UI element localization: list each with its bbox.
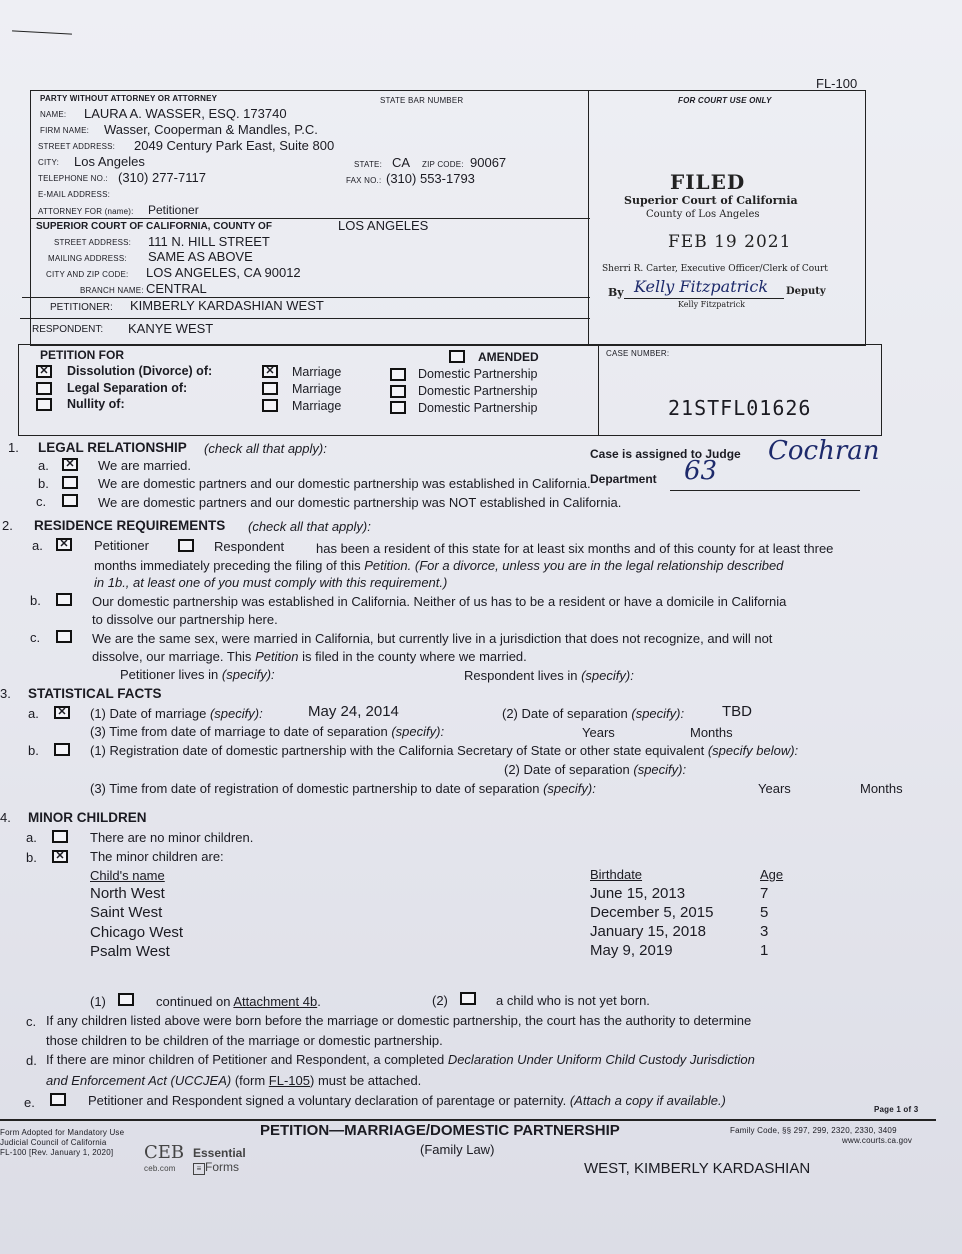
ceb-logo: CEB [144, 1142, 185, 1163]
firm-label: FIRM NAME: [40, 126, 90, 135]
s1-note: (check all that apply): [204, 441, 327, 456]
department-label: Department [590, 472, 657, 486]
s2-b-checkbox[interactable] [56, 593, 72, 606]
s1-c-letter: c. [36, 494, 47, 509]
attorney-name: LAURA A. WASSER, ESQ. 173740 [84, 106, 287, 121]
s2-pet-lives-label: Petitioner lives in [120, 667, 219, 682]
respondent-name: KANYE WEST [128, 321, 214, 336]
dissolution-marriage-checkbox[interactable] [262, 365, 278, 378]
s4-e-it: (Attach a copy if available.) [569, 1093, 726, 1108]
s4-a-letter: a. [26, 830, 37, 845]
s2-a-respondent: Respondent [214, 539, 285, 554]
city-label: CITY: [38, 158, 60, 167]
s3-b2 [504, 762, 686, 777]
firm-zip: 90067 [470, 155, 507, 170]
dissolution-marriage-label: Marriage [292, 365, 342, 379]
form-id: FL-100 [816, 76, 858, 91]
family-code: Family Code, §§ 297, 299, 2320, 2330, 3409 [730, 1126, 897, 1135]
s2-a-line2 [94, 558, 783, 573]
s2-a-petitioner: Petitioner [94, 538, 149, 553]
petition-divider [598, 344, 599, 436]
separation-dp-label: Domestic Partnership [418, 384, 538, 398]
department-number: 63 [684, 456, 718, 486]
s2-a-respondent-checkbox[interactable] [178, 539, 194, 552]
s4-d-line1 [46, 1052, 755, 1067]
s4-b1-num: (1) [90, 994, 106, 1009]
child-birthdate: June 15, 2013 [590, 885, 686, 902]
judge-name: Cochran [768, 436, 880, 466]
s1-b-checkbox[interactable] [62, 476, 78, 489]
s1-a-checkbox[interactable] [62, 458, 78, 471]
court-street: 111 N. HILL STREET [148, 234, 270, 249]
s4-d-line2-it: and Enforcement Act (UCCJEA) [46, 1073, 232, 1088]
s3-a3-months: Months [690, 725, 733, 740]
s3-a3 [90, 724, 444, 739]
s3-b-letter: b. [28, 743, 39, 758]
children-col-age: Age [760, 867, 784, 882]
court-mailing: SAME AS ABOVE [148, 249, 253, 264]
s3-a2-label: (2) Date of separation [502, 706, 628, 721]
stray-mark [12, 30, 72, 34]
separation-dp-checkbox[interactable] [390, 385, 406, 398]
s3-b2-specify: (specify): [633, 762, 687, 777]
petitioner-label: PETITIONER: [50, 302, 113, 313]
firm-fax: (310) 553-1793 [386, 171, 475, 186]
s2-a-petitioner-checkbox[interactable] [56, 538, 72, 551]
s4-b1-pre: continued on [156, 994, 231, 1009]
s4-a-checkbox[interactable] [52, 830, 68, 843]
child-age: 7 [760, 885, 769, 902]
s2-a-text: has been a resident of this state for at least six months and of this county for at least three [316, 541, 834, 556]
s3-a-checkbox[interactable] [54, 706, 70, 719]
attorney-for-label: ATTORNEY FOR (name): [38, 207, 134, 216]
s3-a2-specify: (specify): [631, 706, 685, 721]
footer-rule [0, 1119, 936, 1121]
essential-forms-sub [193, 1160, 239, 1175]
nullity-label: Nullity of: [67, 397, 125, 411]
filed-deputy: Deputy [786, 286, 826, 297]
filed-deputy-name: Kelly Fitzpatrick [678, 300, 746, 309]
firm-city: Los Angeles [74, 154, 145, 169]
s4-d-line2-post: ) must be attached. [310, 1073, 422, 1088]
filed-county: County of Los Angeles [646, 209, 760, 220]
s4-c-line2: those children to be children of the marriage or domestic partnership. [46, 1033, 443, 1048]
forms-icon: ≡ [193, 1163, 205, 1175]
s2-b-letter: b. [30, 593, 41, 608]
firm-state: CA [392, 155, 411, 170]
firm-name: Wasser, Cooperman & Mandles, P.C. [104, 122, 318, 137]
nullity-marriage-checkbox[interactable] [262, 399, 278, 412]
case-number-label: CASE NUMBER: [606, 349, 670, 358]
s2-note: (check all that apply): [248, 519, 371, 534]
judge-label: Case is assigned to Judge [590, 447, 741, 461]
s2-a-line3: in 1b., at least one of you must comply with this requirement.) [94, 575, 448, 590]
s2-a-line2-post: (For a divorce, unless you are in the legal relationship described [414, 558, 784, 573]
nullity-dp-checkbox[interactable] [390, 401, 406, 414]
s4-number: 4. [0, 810, 11, 825]
s3-a1 [90, 706, 263, 721]
s3-b3-years: Years [758, 781, 791, 796]
child-name: Saint West [90, 904, 163, 921]
s3-b3-specify: (specify): [543, 781, 596, 796]
separation-checkbox[interactable] [36, 382, 52, 395]
dissolution-label: Dissolution (Divorce) of: [67, 364, 213, 378]
s4-title: MINOR CHILDREN [28, 810, 147, 825]
s2-c-line2-petition: Petition [255, 649, 299, 664]
child-name: Psalm West [90, 943, 170, 960]
courts-site: www.courts.ca.gov [842, 1136, 913, 1145]
s4-b2-num: (2) [432, 993, 448, 1008]
s2-title: RESIDENCE REQUIREMENTS [34, 518, 226, 533]
respondent-label: RESPONDENT: [32, 324, 104, 335]
amended-checkbox[interactable] [449, 350, 465, 363]
street-label: STREET ADDRESS: [38, 142, 116, 151]
nullity-dp-label: Domestic Partnership [418, 401, 538, 415]
s4-d-line2-form: (form [234, 1073, 266, 1088]
s4-e-pre: Petitioner and Respondent signed a voluntary declaration of parentage or paternity. [88, 1093, 567, 1108]
email-label: E-MAIL ADDRESS: [38, 190, 111, 199]
s4-e [88, 1093, 726, 1108]
s3-b1-label: (1) Registration date of domestic partnership with the California Secretary of State or other state equivalent [90, 743, 705, 758]
filed-court: Superior Court of California [624, 194, 798, 207]
dissolution-dp-checkbox[interactable] [390, 368, 406, 381]
form-title: PETITION—MARRIAGE/DOMESTIC PARTNERSHIP [260, 1122, 620, 1139]
s3-a3-label: (3) Time from date of marriage to date of separation [90, 724, 388, 739]
s4-e-letter: e. [24, 1095, 35, 1110]
party-header: PARTY WITHOUT ATTORNEY OR ATTORNEY [40, 94, 218, 103]
nullity-checkbox[interactable] [36, 398, 52, 411]
s3-b1-note: (specify below): [707, 743, 799, 758]
court-use-label: FOR COURT USE ONLY [678, 96, 772, 105]
s4-b-checkbox[interactable] [52, 850, 68, 863]
s3-a1-label: (1) Date of marriage [90, 706, 207, 721]
filed-date: FEB 19 2021 [668, 232, 792, 252]
s2-number: 2. [2, 518, 13, 533]
s3-a-letter: a. [28, 706, 39, 721]
essential-forms-logo: Essential [193, 1146, 246, 1160]
s1-c-text: We are domestic partners and our domestic partnership was NOT established in California. [98, 495, 622, 510]
nullity-marriage-label: Marriage [292, 399, 342, 413]
s4-c-letter: c. [26, 1014, 37, 1029]
name-label: NAME: [40, 110, 67, 119]
s3-number: 3. [0, 686, 11, 701]
court-header-label: SUPERIOR COURT OF CALIFORNIA, COUNTY OF [36, 221, 272, 232]
s4-d-line1-pre: If there are minor children of Petitioner and Respondent, a completed [46, 1052, 445, 1067]
court-city-label: CITY AND ZIP CODE: [46, 270, 129, 279]
state-bar-label: STATE BAR NUMBER [380, 96, 464, 105]
s3-b3 [90, 781, 596, 796]
s4-b2-text: a child who is not yet born. [496, 993, 650, 1008]
child-name: Chicago West [90, 924, 184, 941]
attorney-for: Petitioner [148, 203, 199, 217]
case-caption: WEST, KIMBERLY KARDASHIAN [584, 1160, 811, 1177]
s2-resp-lives [464, 668, 634, 683]
s3-a3-specify: (specify): [391, 724, 445, 739]
court-street-label: STREET ADDRESS: [54, 238, 132, 247]
branch-label: BRANCH NAME: [80, 286, 144, 295]
s4-e-checkbox[interactable] [50, 1093, 66, 1106]
s3-a3-years: Years [582, 725, 615, 740]
filed-clerk: Sherri R. Carter, Executive Officer/Clerk of Court [602, 264, 828, 274]
firm-street: 2049 Century Park East, Suite 800 [134, 138, 335, 153]
fax-label: FAX NO.: [346, 176, 382, 185]
s3-b3-label: (3) Time from date of registration of domestic partnership to date of separation [90, 781, 540, 796]
child-age: 1 [760, 942, 769, 959]
child-age: 3 [760, 923, 769, 940]
s4-d-line1-it: Declaration Under Uniform Child Custody Jurisdiction [447, 1052, 755, 1067]
dissolution-checkbox[interactable] [36, 365, 52, 378]
s3-b3-months: Months [860, 781, 903, 796]
s2-c-line2-post: is filed in the county where we married. [302, 649, 527, 664]
s3-marriage-date: May 24, 2014 [308, 703, 399, 720]
child-birthdate: May 9, 2019 [590, 942, 673, 959]
s4-b1-checkbox[interactable] [118, 993, 134, 1006]
separation-marriage-label: Marriage [292, 382, 342, 396]
child-birthdate: December 5, 2015 [590, 904, 714, 921]
s3-b2-label: (2) Date of separation [504, 762, 630, 777]
s2-c-checkbox[interactable] [56, 630, 72, 643]
court-mailing-label: MAILING ADDRESS: [48, 254, 127, 263]
s4-b1-post: . [317, 994, 321, 1009]
filed-by: By [608, 286, 624, 299]
firm-phone: (310) 277-7117 [118, 170, 206, 185]
s2-a-letter: a. [32, 538, 43, 553]
child-name: North West [90, 885, 165, 902]
s3-b-checkbox[interactable] [54, 743, 70, 756]
s2-a-line2-pre: months immediately preceding the filing of this [94, 558, 361, 573]
s4-b-letter: b. [26, 850, 37, 865]
s2-a-line2-petition: Petition. [364, 558, 412, 573]
s1-c-checkbox[interactable] [62, 494, 78, 507]
s1-number: 1. [8, 440, 19, 455]
s1-b-text: We are domestic partners and our domestic partnership was established in California. [98, 476, 591, 491]
essential-forms-sub-text: Forms [205, 1160, 239, 1174]
department-line [670, 490, 860, 491]
clerk-signature: Kelly Fitzpatrick [634, 277, 769, 296]
s1-a-letter: a. [38, 458, 49, 473]
branch-name: CENTRAL [146, 281, 207, 296]
s4-b1 [156, 994, 321, 1009]
s2-c-letter: c. [30, 630, 41, 645]
s2-b-text: Our domestic partnership was established in California. Neither of us has to be a resident or have a domicile in California [92, 594, 787, 609]
court-divider [30, 218, 590, 219]
child-birthdate: January 15, 2018 [590, 923, 706, 940]
state-label: STATE: [354, 160, 383, 169]
fl-105-link[interactable]: FL-105 [268, 1073, 310, 1088]
s3-a1-specify: (specify): [209, 706, 263, 721]
form-subtitle: (Family Law) [420, 1142, 495, 1157]
footer-adopted-3: FL-100 [Rev. January 1, 2020] [0, 1148, 114, 1157]
footer-adopted-1: Form Adopted for Mandatory Use [0, 1128, 125, 1137]
s2-resp-lives-label: Respondent lives in [464, 668, 578, 683]
petition-for-title: PETITION FOR [40, 348, 124, 362]
respondent-divider [20, 318, 590, 319]
s1-a-text: We are married. [98, 458, 191, 473]
page-number: Page 1 of 3 [874, 1105, 919, 1114]
s4-d-letter: d. [26, 1053, 37, 1068]
s4-c-line1: If any children listed above were born before the marriage or domestic partnership, the court has the authority to determine [46, 1013, 752, 1028]
child-age: 5 [760, 904, 769, 921]
s2-c-text: We are the same sex, were married in California, but currently live in a jurisdiction that does not recognize, and will not [92, 631, 773, 646]
attachment-4b-link[interactable]: Attachment 4b [233, 994, 318, 1009]
s4-b-text: The minor children are: [90, 849, 224, 864]
phone-label: TELEPHONE NO.: [38, 174, 108, 183]
s3-a2 [502, 706, 684, 721]
amended-label: AMENDED [478, 350, 539, 364]
s2-c-line2-pre: dissolve, our marriage. This [92, 649, 252, 664]
zip-label: ZIP CODE: [422, 160, 464, 169]
case-number: 21STFL01626 [668, 396, 812, 420]
filed-stamp: FILED [670, 170, 746, 194]
s3-separation-date: TBD [722, 703, 752, 720]
separation-label: Legal Separation of: [67, 381, 188, 395]
s4-a-text: There are no minor children. [90, 830, 254, 845]
s3-b1 [90, 743, 798, 758]
court-county: LOS ANGELES [338, 218, 429, 233]
s2-c-line2 [92, 649, 527, 664]
petitioner-name: KIMBERLY KARDASHIAN WEST [130, 298, 324, 313]
s4-d-line2 [46, 1073, 421, 1088]
s2-resp-lives-specify: (specify): [581, 668, 634, 683]
s4-b2-checkbox[interactable] [460, 992, 476, 1005]
children-col-name: Child's name [90, 868, 165, 883]
s2-b-line2: to dissolve our partnership here. [92, 612, 278, 627]
court-city: LOS ANGELES, CA 90012 [146, 265, 301, 280]
s1-b-letter: b. [38, 476, 49, 491]
filed-signature-line [624, 298, 784, 299]
children-col-birth: Birthdate [590, 867, 643, 882]
ceb-site: ceb.com [144, 1164, 176, 1173]
s2-pet-lives-specify: (specify): [221, 667, 275, 682]
separation-marriage-checkbox[interactable] [262, 382, 278, 395]
s1-title: LEGAL RELATIONSHIP [38, 440, 187, 455]
dissolution-dp-label: Domestic Partnership [418, 367, 538, 381]
footer-adopted-2: Judicial Council of California [0, 1138, 107, 1147]
s3-title: STATISTICAL FACTS [28, 686, 162, 701]
s2-pet-lives [120, 667, 275, 682]
